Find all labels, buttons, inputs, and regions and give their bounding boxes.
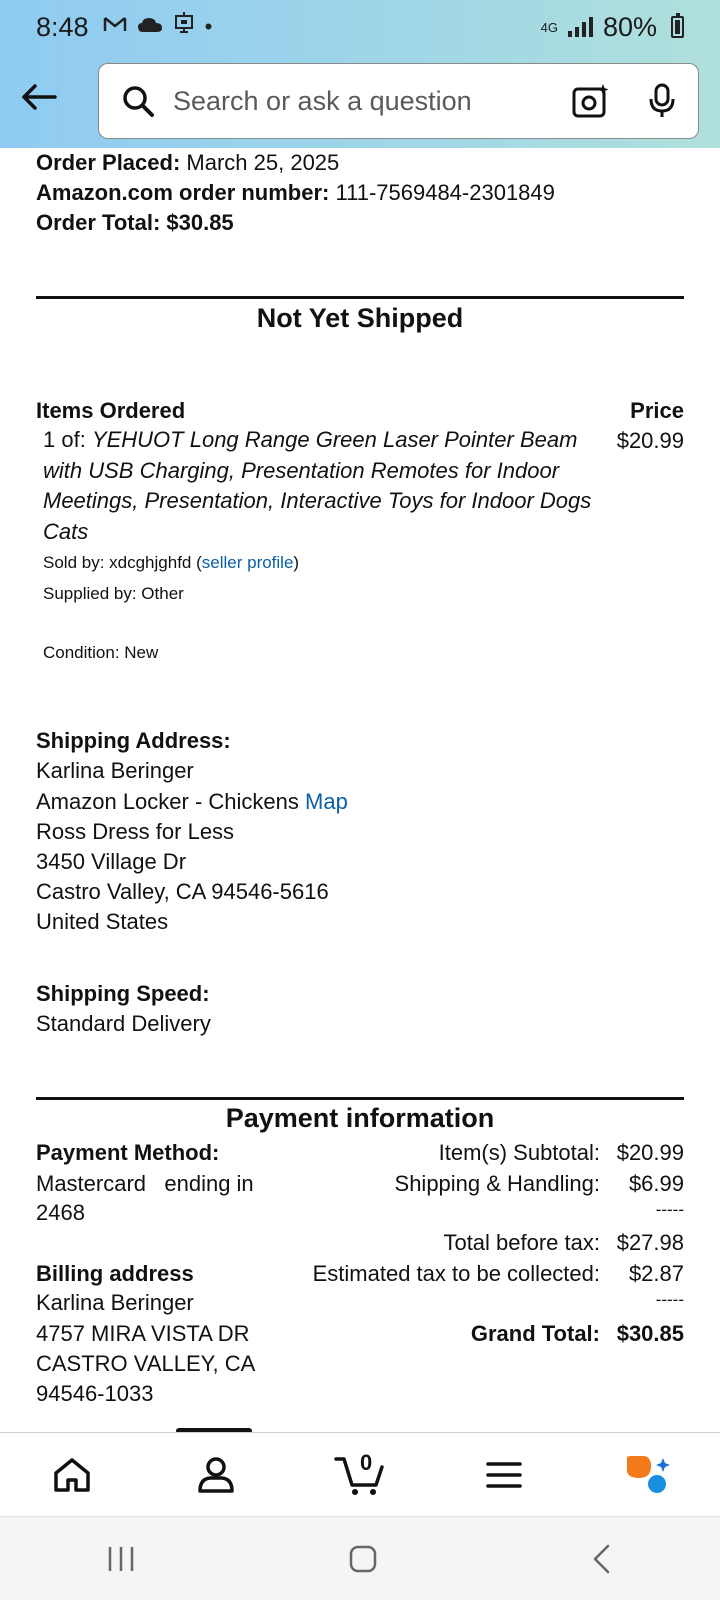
menu-icon: [486, 1460, 522, 1490]
grand-total-label: Grand Total:: [470, 1321, 600, 1346]
totals-divider: [600, 1200, 684, 1220]
order-total: Order Total: $30.85: [36, 210, 234, 235]
tax-value: $2.87: [628, 1261, 684, 1286]
locker-name: Amazon Locker - Chickens: [36, 789, 299, 814]
order-placed-label: Order Placed:: [36, 150, 181, 175]
top-header: [0, 0, 720, 148]
totals-divider: [600, 1290, 684, 1310]
billing-line-2: CASTRO VALLEY, CA: [36, 1351, 256, 1376]
back-nav-icon[interactable]: [590, 1543, 614, 1575]
payment-method-line-2: 2468: [36, 1200, 85, 1225]
divider: [36, 1097, 684, 1100]
item-title-line[interactable]: Meetings, Presentation, Interactive Toys for Indoor Dogs: [43, 488, 592, 513]
screen-share-icon: [173, 12, 195, 42]
home-button-icon[interactable]: [348, 1544, 378, 1574]
payment-method-line-1: Mastercard ending in: [36, 1171, 254, 1196]
recent-apps-icon[interactable]: [106, 1545, 136, 1573]
divider-dashes: -----: [655, 1290, 684, 1309]
nav-menu[interactable]: [459, 1440, 549, 1510]
battery-icon: [671, 16, 684, 38]
nav-rufus[interactable]: [603, 1440, 693, 1510]
order-placed: [36, 150, 339, 176]
billing-name: Karlina Beringer: [36, 1290, 194, 1315]
nav-home[interactable]: [27, 1440, 117, 1510]
divider: [36, 296, 684, 299]
camera-search-icon[interactable]: [572, 83, 610, 119]
shipping-handling-value: $6.99: [628, 1171, 684, 1196]
price-header: Price: [630, 398, 684, 423]
shipping-speed-value: Standard Delivery: [36, 1011, 211, 1036]
shipping-row: [395, 1171, 684, 1197]
tax-label: Estimated tax to be collected:: [312, 1261, 600, 1286]
search-icon: [121, 84, 155, 118]
shipping-handling-label: Shipping & Handling:: [394, 1171, 600, 1196]
item-title[interactable]: YEHUOT Long Range Green Laser Pointer Beam: [91, 427, 578, 452]
item-condition: Condition: New: [43, 643, 159, 662]
order-number: [36, 180, 555, 206]
shipping-locker: [36, 789, 348, 815]
subtotal-label: Item(s) Subtotal:: [438, 1140, 600, 1165]
status-bar: [0, 0, 720, 54]
gmail-icon: [103, 14, 127, 40]
nav-cart[interactable]: [315, 1440, 405, 1510]
search-bar[interactable]: [98, 63, 699, 139]
subtotal-value: $20.99: [616, 1140, 684, 1165]
payment-title: Payment information: [225, 1103, 495, 1133]
back-button[interactable]: [18, 76, 60, 118]
grand-total-value: $30.85: [616, 1321, 684, 1346]
item-title-line[interactable]: Cats: [43, 518, 89, 544]
order-number-value: 111-7569484-2301849: [335, 180, 555, 205]
billing-line-3: 94546-1033: [36, 1381, 154, 1406]
battery-level: 80%: [602, 11, 657, 42]
cloud-icon: [137, 14, 163, 40]
arrow-left-icon: [21, 83, 57, 111]
supplied-by: Supplied by: Other: [43, 584, 184, 603]
network-type: 4G: [540, 19, 558, 35]
item-description[interactable]: [43, 425, 603, 547]
seller-profile-link[interactable]: seller profile: [201, 553, 294, 572]
shipping-line-1: Ross Dress for Less: [36, 819, 235, 844]
order-placed-value: March 25, 2025: [186, 150, 340, 175]
status-right: [541, 12, 684, 43]
shipping-speed-label: Shipping Speed:: [36, 981, 210, 1006]
sold-by-text: Sold by: xdcghjghfd (: [43, 553, 202, 572]
shipping-address-label: Shipping Address:: [36, 728, 231, 753]
tax-row: [313, 1261, 684, 1287]
system-nav-bar: [0, 1516, 720, 1600]
shipping-line-2: 3450 Village Dr: [36, 849, 187, 874]
subtotal-row: [439, 1140, 684, 1166]
items-ordered-header: Items Ordered: [36, 398, 186, 423]
order-number-label: Amazon.com order number:: [36, 180, 330, 205]
sold-by: [43, 553, 299, 573]
before-tax-label: Total before tax:: [443, 1230, 600, 1255]
cart-count-badge: 0: [360, 1449, 373, 1475]
shipping-line-3: Castro Valley, CA 94546-5616: [36, 879, 329, 904]
microphone-icon[interactable]: [648, 83, 676, 119]
notification-dot-icon: •: [204, 14, 213, 39]
divider-dashes: -----: [655, 1200, 684, 1219]
grand-total-row: [471, 1321, 684, 1347]
item-price: $20.99: [616, 428, 684, 453]
signal-icon: [568, 17, 593, 37]
shipping-name: Karlina Beringer: [36, 758, 194, 783]
payment-method-label: Payment Method:: [36, 1140, 220, 1165]
home-icon: [52, 1456, 92, 1494]
bottom-nav: [0, 1432, 720, 1516]
item-quantity: 1 of:: [43, 427, 86, 452]
user-icon: [196, 1455, 236, 1495]
before-tax-row: [443, 1230, 684, 1256]
billing-line-1: 4757 MIRA VISTA DR: [36, 1321, 250, 1346]
map-link[interactable]: Map: [305, 789, 348, 814]
search-input[interactable]: Search or ask a question: [173, 85, 472, 116]
item-title-line[interactable]: with USB Charging, Presentation Remotes for Indoor: [43, 457, 560, 483]
nav-account[interactable]: [171, 1440, 261, 1510]
rufus-assistant-icon: [623, 1454, 673, 1496]
status-time: 8:48: [36, 11, 89, 42]
before-tax-value: $27.98: [616, 1230, 684, 1255]
shipment-status: Not Yet Shipped: [256, 303, 464, 333]
sold-by-close: ): [293, 553, 300, 572]
item-title-line: [43, 425, 603, 456]
shipping-country: United States: [36, 909, 169, 934]
billing-address-label: Billing address: [36, 1261, 194, 1286]
